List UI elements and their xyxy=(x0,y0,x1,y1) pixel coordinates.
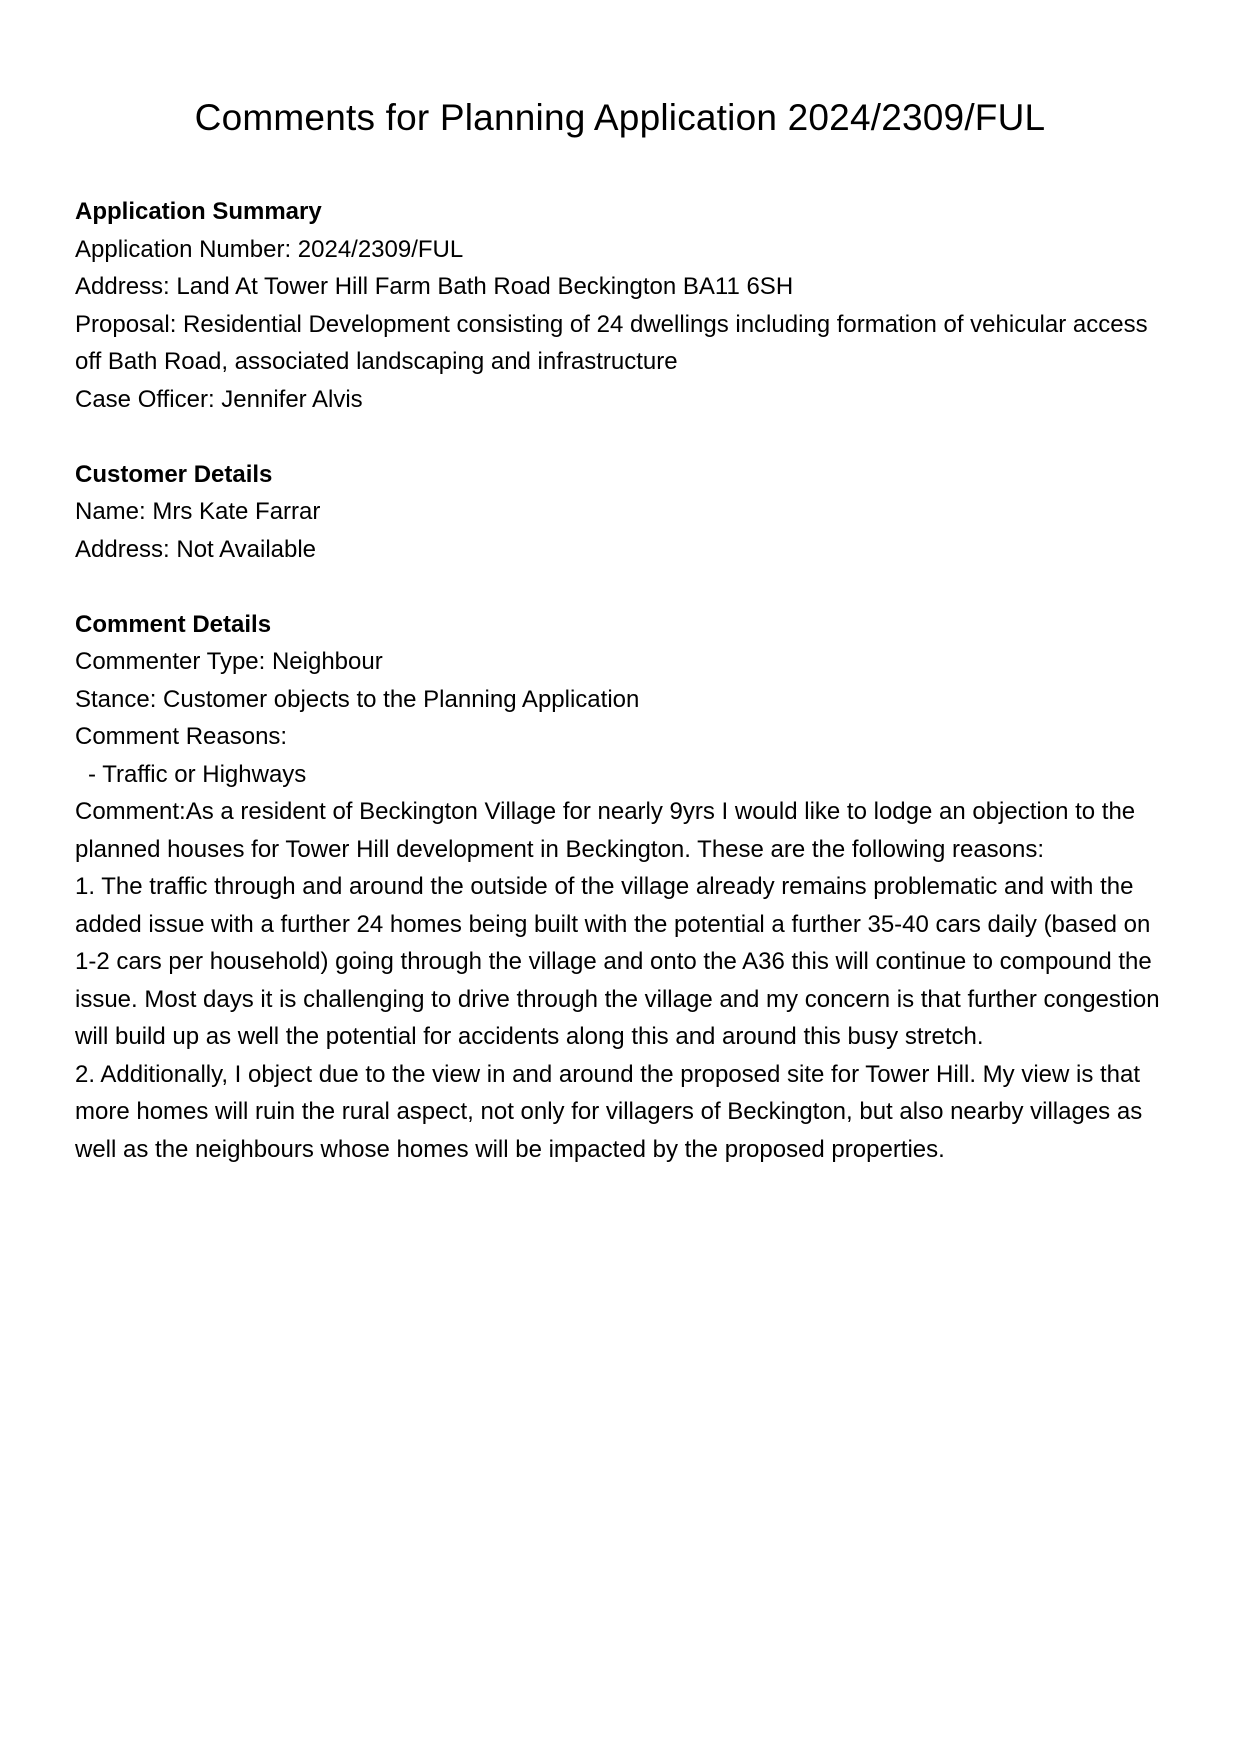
stance: Stance: Customer objects to the Planning Application xyxy=(75,685,640,713)
comment-point-1: 1. The traffic through and around the outside of the village already remains problematic and with the added issue with a further 24 homes being built with the potential a further 35-40 cars daily (based on 1-2 cars per household) going through the village and onto the A36 this will continue to compound the issue. Most days it is challenging to drive through the village and my concern is that further congestion will build up as well the potential for accidents along this and around this busy stretch. xyxy=(75,873,1160,1050)
customer-name: Name: Mrs Kate Farrar xyxy=(75,498,321,525)
page-title: Comments for Planning Application 2024/2309/FUL xyxy=(194,97,1046,138)
customer-address: Address: Not Available xyxy=(75,535,317,563)
application-address: Address: Land At Tower Hill Farm Bath Road Beckington BA11 6SH xyxy=(75,273,794,300)
comment-point-2: 2. Additionally, I object due to the view in and around the proposed site for Tower Hill. My view is that more homes will ruin the rural aspect, not only for villagers of Beckington, but also nearby villages as well as the neighbours whose homes will be impacted by the proposed properties. xyxy=(75,1060,1143,1163)
comment-intro: Comment:As a resident of Beckington Village for nearly 9yrs I would like to lodge an objection to the planned houses for Tower Hill development in Beckington. These are the following reasons: xyxy=(75,798,1136,863)
application-summary-heading: Application Summary xyxy=(75,198,322,225)
customer-details-section xyxy=(75,456,1165,569)
comment-details-section xyxy=(75,606,1165,1169)
application-proposal: Proposal: Residential Development consisting of 24 dwellings including formation of vehicular access off Bath Road, associated landscaping and infrastructure xyxy=(75,310,1148,375)
comment-reason-item: - Traffic or Highways xyxy=(88,760,307,788)
application-summary-section xyxy=(75,193,1165,418)
customer-details-heading: Customer Details xyxy=(75,460,273,488)
commenter-type: Commenter Type: Neighbour xyxy=(75,648,383,675)
application-number: Application Number: 2024/2309/FUL xyxy=(75,235,464,263)
case-officer: Case Officer: Jennifer Alvis xyxy=(75,385,363,413)
comment-details-heading: Comment Details xyxy=(75,610,272,638)
comment-reasons-label: Comment Reasons: xyxy=(75,723,288,750)
